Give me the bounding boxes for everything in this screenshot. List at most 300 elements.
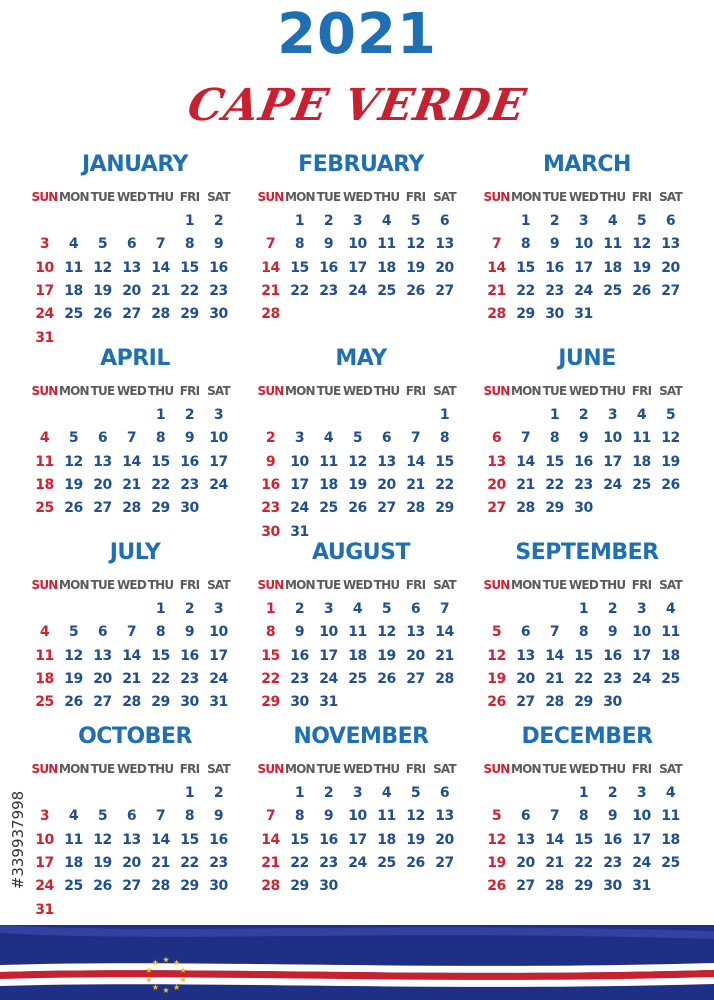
day-cell: 2 xyxy=(213,213,224,229)
weekday-header-fri: FRI xyxy=(179,578,200,592)
day-cell: 1 xyxy=(265,601,276,617)
day-cell: 23 xyxy=(603,670,622,687)
day-cell: 19 xyxy=(93,282,112,299)
day-cell: 19 xyxy=(406,831,425,848)
day-cell: 18 xyxy=(661,647,680,664)
weekday-header-sat: SAT xyxy=(659,384,682,398)
day-cell: 1 xyxy=(155,601,166,617)
day-cell: 14 xyxy=(435,624,454,641)
weekday-header-fri: FRI xyxy=(631,384,652,398)
day-cell: 17 xyxy=(35,854,54,871)
day-cell: 15 xyxy=(180,831,199,848)
month-title: MARCH xyxy=(543,152,631,177)
day-cell: 7 xyxy=(126,624,137,641)
day-cell: 7 xyxy=(410,430,421,447)
day-cell: 26 xyxy=(406,282,425,299)
day-cell: 26 xyxy=(406,854,425,871)
weekday-header-tue: TUE xyxy=(90,578,115,592)
day-cell: 29 xyxy=(180,306,199,323)
day-cell: 15 xyxy=(290,831,309,848)
day-cell: 23 xyxy=(180,476,199,493)
weekday-header-sun: SUN xyxy=(257,384,284,398)
day-cell: 25 xyxy=(377,282,396,299)
day-cell: 8 xyxy=(578,624,589,641)
day-cell: 15 xyxy=(435,453,454,470)
weekday-header-tue: TUE xyxy=(90,190,115,204)
day-cell: 16 xyxy=(603,647,622,664)
weekday-header-wed: WED xyxy=(343,190,372,204)
day-cell: 16 xyxy=(261,476,280,493)
weekday-header-wed: WED xyxy=(117,578,146,592)
day-cell: 13 xyxy=(93,647,112,664)
day-cell: 2 xyxy=(323,785,334,801)
day-cell: 17 xyxy=(35,282,54,299)
day-cell: 29 xyxy=(516,306,535,323)
day-cell: 8 xyxy=(578,808,589,825)
day-cell: 20 xyxy=(93,670,112,687)
day-cell: 7 xyxy=(126,430,137,447)
day-cell: 27 xyxy=(487,500,506,517)
day-cell: 25 xyxy=(348,670,367,687)
weekday-header-fri: FRI xyxy=(179,762,200,776)
day-cell: 17 xyxy=(209,453,228,470)
day-cell: 13 xyxy=(435,236,454,253)
weekday-header-sun: SUN xyxy=(257,190,284,204)
day-cell: 3 xyxy=(213,601,224,617)
day-cell: 13 xyxy=(122,831,141,848)
day-cell: 6 xyxy=(410,601,421,617)
day-cell: 22 xyxy=(574,854,593,871)
day-cell: 25 xyxy=(64,306,83,323)
day-cell: 2 xyxy=(184,601,195,617)
day-cell: 28 xyxy=(406,500,425,517)
stock-id-label: #339937998 xyxy=(9,790,27,890)
day-cell: 26 xyxy=(377,670,396,687)
day-cell: 27 xyxy=(122,878,141,895)
weekday-header-wed: WED xyxy=(117,384,146,398)
day-cell: 18 xyxy=(348,647,367,664)
day-cell: 16 xyxy=(180,647,199,664)
day-cell: 29 xyxy=(180,878,199,895)
weekday-header-wed: WED xyxy=(569,190,598,204)
day-cell: 19 xyxy=(93,854,112,871)
day-cell: 4 xyxy=(352,601,363,617)
day-cell: 28 xyxy=(516,500,535,517)
day-cell: 13 xyxy=(93,453,112,470)
day-cell: 11 xyxy=(661,808,680,825)
weekday-header-thu: THU xyxy=(147,190,174,204)
day-cell: 15 xyxy=(574,831,593,848)
month-title: DECEMBER xyxy=(521,724,653,749)
day-cell: 28 xyxy=(435,670,454,687)
weekday-header-thu: THU xyxy=(373,762,400,776)
calendar-year: 2021 xyxy=(277,2,437,67)
day-cell: 20 xyxy=(406,647,425,664)
day-cell: 2 xyxy=(607,601,618,617)
day-cell: 12 xyxy=(93,831,112,848)
day-cell: 8 xyxy=(155,624,166,641)
day-cell: 14 xyxy=(122,453,141,470)
weekday-header-tue: TUE xyxy=(542,384,567,398)
day-cell: 12 xyxy=(487,831,506,848)
day-cell: 23 xyxy=(603,854,622,871)
day-cell: 21 xyxy=(487,282,506,299)
day-cell: 4 xyxy=(665,601,676,617)
day-cell: 20 xyxy=(516,670,535,687)
day-cell: 19 xyxy=(661,453,680,470)
day-cell: 10 xyxy=(209,624,228,641)
weekday-header-fri: FRI xyxy=(179,190,200,204)
day-cell: 16 xyxy=(574,453,593,470)
day-cell: 6 xyxy=(491,430,502,447)
day-cell: 6 xyxy=(520,808,531,825)
day-cell: 3 xyxy=(636,785,647,801)
day-cell: 20 xyxy=(487,476,506,493)
weekday-header-tue: TUE xyxy=(542,190,567,204)
weekday-header-mon: MON xyxy=(511,384,541,398)
day-cell: 24 xyxy=(35,878,54,895)
day-cell: 3 xyxy=(39,808,50,825)
day-cell: 9 xyxy=(294,624,305,641)
month-october xyxy=(30,722,240,948)
day-cell: 19 xyxy=(377,647,396,664)
day-cell: 25 xyxy=(603,282,622,299)
weekday-header-sun: SUN xyxy=(483,762,510,776)
day-cell: 1 xyxy=(184,785,195,801)
day-cell: 23 xyxy=(319,282,338,299)
day-cell: 6 xyxy=(97,624,108,641)
month-title: APRIL xyxy=(100,346,170,371)
day-cell: 29 xyxy=(151,500,170,517)
day-cell: 21 xyxy=(122,670,141,687)
day-cell: 26 xyxy=(661,476,680,493)
month-november xyxy=(256,722,466,948)
weekday-header-mon: MON xyxy=(511,762,541,776)
day-cell: 19 xyxy=(487,854,506,871)
day-cell: 15 xyxy=(574,647,593,664)
day-cell: 19 xyxy=(64,476,83,493)
day-cell: 9 xyxy=(213,236,224,253)
day-cell: 5 xyxy=(491,624,502,641)
day-cell: 7 xyxy=(155,808,166,825)
weekday-header-sun: SUN xyxy=(257,762,284,776)
day-cell: 8 xyxy=(294,236,305,253)
day-cell: 18 xyxy=(661,831,680,848)
day-cell: 12 xyxy=(93,259,112,276)
day-cell: 30 xyxy=(603,694,622,711)
day-cell: 24 xyxy=(632,854,651,871)
day-cell: 2 xyxy=(213,785,224,801)
day-cell: 15 xyxy=(261,647,280,664)
day-cell: 24 xyxy=(35,306,54,323)
day-cell: 1 xyxy=(155,407,166,423)
month-title: JULY xyxy=(109,540,161,565)
day-cell: 21 xyxy=(261,854,280,871)
weekday-header-tue: TUE xyxy=(316,578,341,592)
day-cell: 6 xyxy=(97,430,108,447)
day-cell: 31 xyxy=(319,694,338,711)
day-cell: 27 xyxy=(93,500,112,517)
weekday-header-wed: WED xyxy=(569,578,598,592)
day-cell: 13 xyxy=(487,453,506,470)
day-cell: 20 xyxy=(435,259,454,276)
day-cell: 10 xyxy=(35,831,54,848)
day-cell: 26 xyxy=(487,878,506,895)
day-cell: 24 xyxy=(603,476,622,493)
day-cell: 26 xyxy=(348,500,367,517)
day-cell: 10 xyxy=(319,624,338,641)
day-cell: 20 xyxy=(377,476,396,493)
day-cell: 6 xyxy=(381,430,392,447)
day-cell: 22 xyxy=(180,282,199,299)
day-cell: 2 xyxy=(549,213,560,229)
day-cell: 23 xyxy=(180,670,199,687)
day-cell: 19 xyxy=(487,670,506,687)
day-cell: 21 xyxy=(516,476,535,493)
day-cell: 27 xyxy=(516,694,535,711)
day-cell: 6 xyxy=(439,785,450,801)
day-cell: 30 xyxy=(180,694,199,711)
day-cell: 18 xyxy=(603,259,622,276)
day-cell: 16 xyxy=(209,259,228,276)
day-cell: 23 xyxy=(290,670,309,687)
weekday-header-sat: SAT xyxy=(659,190,682,204)
day-cell: 15 xyxy=(180,259,199,276)
weekday-header-sat: SAT xyxy=(207,762,230,776)
day-cell: 11 xyxy=(319,453,338,470)
day-cell: 6 xyxy=(665,213,676,229)
day-cell: 8 xyxy=(439,430,450,447)
day-cell: 3 xyxy=(352,785,363,801)
day-cell: 9 xyxy=(323,236,334,253)
month-may xyxy=(256,344,466,570)
weekday-header-fri: FRI xyxy=(179,384,200,398)
day-cell: 28 xyxy=(261,878,280,895)
day-cell: 27 xyxy=(661,282,680,299)
weekday-header-sun: SUN xyxy=(483,578,510,592)
day-cell: 9 xyxy=(607,808,618,825)
day-cell: 8 xyxy=(184,808,195,825)
day-cell: 30 xyxy=(209,878,228,895)
weekday-header-wed: WED xyxy=(569,384,598,398)
weekday-header-sun: SUN xyxy=(31,578,58,592)
day-cell: 7 xyxy=(549,624,560,641)
day-cell: 22 xyxy=(151,476,170,493)
day-cell: 17 xyxy=(319,647,338,664)
day-cell: 4 xyxy=(381,213,392,229)
weekday-header-tue: TUE xyxy=(90,384,115,398)
day-cell: 14 xyxy=(151,831,170,848)
day-cell: 4 xyxy=(323,430,334,447)
day-cell: 10 xyxy=(632,624,651,641)
day-cell: 11 xyxy=(377,808,396,825)
day-cell: 18 xyxy=(377,831,396,848)
weekday-header-sat: SAT xyxy=(433,190,456,204)
weekday-header-mon: MON xyxy=(285,384,315,398)
day-cell: 18 xyxy=(35,476,54,493)
day-cell: 12 xyxy=(64,453,83,470)
month-title: SEPTEMBER xyxy=(515,540,659,565)
day-cell: 6 xyxy=(439,213,450,229)
day-cell: 13 xyxy=(435,808,454,825)
day-cell: 28 xyxy=(545,878,564,895)
day-cell: 11 xyxy=(64,831,83,848)
day-cell: 26 xyxy=(64,500,83,517)
day-cell: 19 xyxy=(64,670,83,687)
day-cell: 11 xyxy=(603,236,622,253)
weekday-header-sat: SAT xyxy=(433,384,456,398)
weekday-header-wed: WED xyxy=(343,384,372,398)
month-june xyxy=(482,344,692,570)
day-cell: 15 xyxy=(545,453,564,470)
day-cell: 22 xyxy=(261,670,280,687)
day-cell: 28 xyxy=(151,306,170,323)
day-cell: 8 xyxy=(184,236,195,253)
day-cell: 20 xyxy=(122,854,141,871)
weekday-header-fri: FRI xyxy=(631,578,652,592)
day-cell: 12 xyxy=(377,624,396,641)
day-cell: 29 xyxy=(261,694,280,711)
day-cell: 23 xyxy=(209,854,228,871)
weekday-header-wed: WED xyxy=(117,762,146,776)
weekday-header-mon: MON xyxy=(59,578,89,592)
day-cell: 21 xyxy=(406,476,425,493)
weekday-header-thu: THU xyxy=(147,762,174,776)
day-cell: 5 xyxy=(636,213,647,229)
day-cell: 9 xyxy=(549,236,560,253)
day-cell: 13 xyxy=(516,831,535,848)
weekday-header-sun: SUN xyxy=(31,190,58,204)
weekday-header-sat: SAT xyxy=(433,578,456,592)
day-cell: 3 xyxy=(636,601,647,617)
weekday-header-fri: FRI xyxy=(631,190,652,204)
weekday-header-tue: TUE xyxy=(316,762,341,776)
day-cell: 1 xyxy=(578,601,589,617)
day-cell: 28 xyxy=(487,306,506,323)
day-cell: 5 xyxy=(491,808,502,825)
day-cell: 3 xyxy=(607,407,618,423)
weekday-header-tue: TUE xyxy=(316,384,341,398)
day-cell: 5 xyxy=(68,624,79,641)
day-cell: 5 xyxy=(97,808,108,825)
day-cell: 7 xyxy=(491,236,502,253)
day-cell: 11 xyxy=(35,647,54,664)
weekday-header-sun: SUN xyxy=(483,190,510,204)
weekday-header-mon: MON xyxy=(59,190,89,204)
day-cell: 21 xyxy=(261,282,280,299)
day-cell: 28 xyxy=(261,306,280,323)
weekday-header-fri: FRI xyxy=(405,190,426,204)
day-cell: 16 xyxy=(290,647,309,664)
day-cell: 4 xyxy=(381,785,392,801)
weekday-header-wed: WED xyxy=(343,762,372,776)
day-cell: 12 xyxy=(64,647,83,664)
day-cell: 7 xyxy=(520,430,531,447)
day-cell: 30 xyxy=(574,500,593,517)
day-cell: 24 xyxy=(290,500,309,517)
month-january xyxy=(30,150,240,376)
month-april xyxy=(30,344,240,570)
day-cell: 20 xyxy=(516,854,535,871)
day-cell: 19 xyxy=(348,476,367,493)
day-cell: 20 xyxy=(435,831,454,848)
day-cell: 18 xyxy=(632,453,651,470)
day-cell: 6 xyxy=(126,236,137,253)
day-cell: 9 xyxy=(213,808,224,825)
day-cell: 24 xyxy=(319,670,338,687)
day-cell: 4 xyxy=(39,430,50,447)
day-cell: 31 xyxy=(35,329,54,346)
day-cell: 14 xyxy=(487,259,506,276)
day-cell: 25 xyxy=(661,854,680,871)
weekday-header-thu: THU xyxy=(599,578,626,592)
day-cell: 1 xyxy=(184,213,195,229)
weekday-header-mon: MON xyxy=(285,190,315,204)
day-cell: 13 xyxy=(377,453,396,470)
weekday-header-thu: THU xyxy=(599,190,626,204)
day-cell: 10 xyxy=(603,430,622,447)
month-title: JANUARY xyxy=(81,152,188,177)
day-cell: 28 xyxy=(545,694,564,711)
day-cell: 5 xyxy=(97,236,108,253)
weekday-header-mon: MON xyxy=(59,762,89,776)
weekday-header-tue: TUE xyxy=(542,762,567,776)
day-cell: 17 xyxy=(574,259,593,276)
day-cell: 2 xyxy=(184,407,195,423)
weekday-header-sat: SAT xyxy=(433,762,456,776)
day-cell: 29 xyxy=(435,500,454,517)
day-cell: 23 xyxy=(319,854,338,871)
weekday-header-sun: SUN xyxy=(31,384,58,398)
day-cell: 5 xyxy=(410,785,421,801)
day-cell: 29 xyxy=(151,694,170,711)
day-cell: 14 xyxy=(122,647,141,664)
day-cell: 17 xyxy=(348,831,367,848)
month-december xyxy=(482,722,692,948)
day-cell: 30 xyxy=(545,306,564,323)
day-cell: 14 xyxy=(406,453,425,470)
day-cell: 20 xyxy=(93,476,112,493)
day-cell: 11 xyxy=(348,624,367,641)
day-cell: 21 xyxy=(122,476,141,493)
day-cell: 29 xyxy=(545,500,564,517)
day-cell: 16 xyxy=(603,831,622,848)
month-title: FEBRUARY xyxy=(298,152,424,177)
day-cell: 24 xyxy=(348,282,367,299)
day-cell: 31 xyxy=(574,306,593,323)
weekday-header-wed: WED xyxy=(117,190,146,204)
day-cell: 22 xyxy=(290,854,309,871)
day-cell: 17 xyxy=(632,831,651,848)
day-cell: 23 xyxy=(574,476,593,493)
weekday-header-sun: SUN xyxy=(31,762,58,776)
month-title: OCTOBER xyxy=(78,724,192,749)
day-cell: 3 xyxy=(352,213,363,229)
day-cell: 4 xyxy=(607,213,618,229)
day-cell: 30 xyxy=(180,500,199,517)
weekday-header-thu: THU xyxy=(147,384,174,398)
day-cell: 29 xyxy=(290,878,309,895)
day-cell: 1 xyxy=(549,407,560,423)
day-cell: 2 xyxy=(323,213,334,229)
day-cell: 10 xyxy=(290,453,309,470)
day-cell: 27 xyxy=(435,854,454,871)
day-cell: 26 xyxy=(93,306,112,323)
day-cell: 8 xyxy=(265,624,276,641)
country-name: CAPE VERDE xyxy=(183,80,531,131)
day-cell: 7 xyxy=(549,808,560,825)
day-cell: 24 xyxy=(209,670,228,687)
